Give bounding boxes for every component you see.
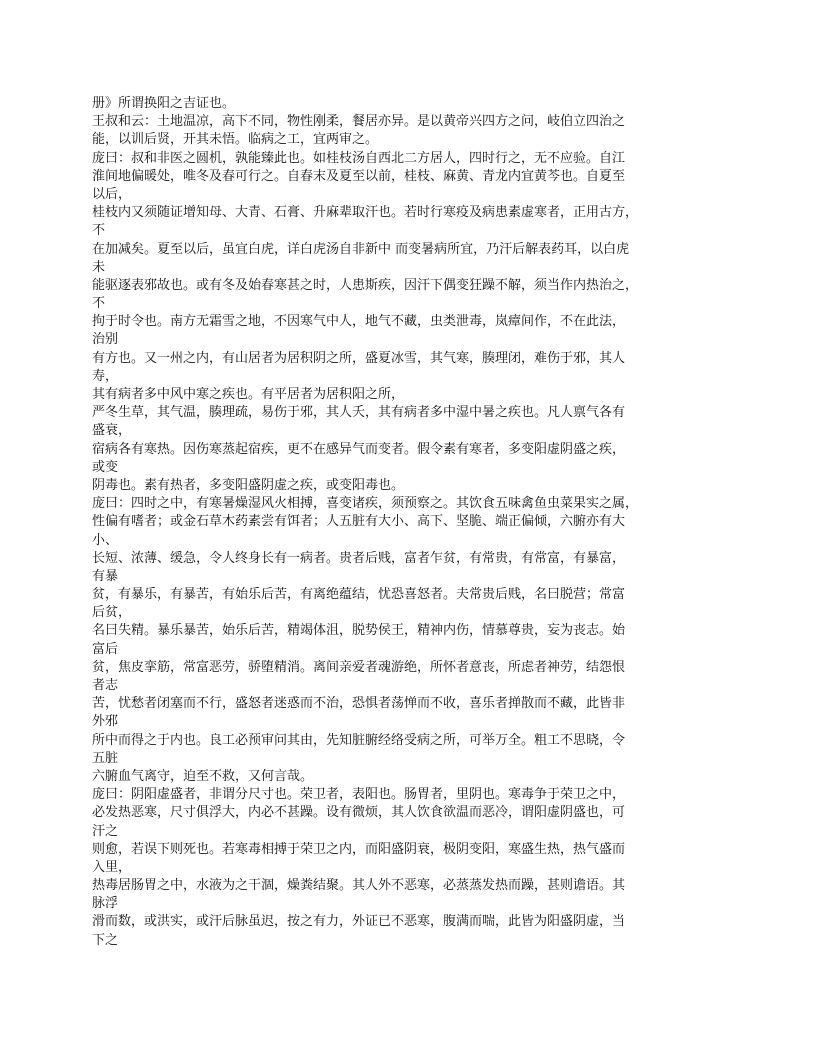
text-line: 后贫，: [92, 605, 132, 621]
text-line: 其有病者多中风中寒之疾也。有平居者为居积阳之所，: [92, 387, 405, 402]
text-line: 桂枝内又须随证增知母、大青、石膏、升麻辈取汗也。若时行寒疫及病患素虚寒者，正用古方，: [92, 205, 639, 221]
text-line: 入里，: [92, 859, 132, 875]
text-line: 在加减矣。夏至以后，虽宜白虎，详白虎汤自非新中 而变暑病所宜，乃汗后解表药耳，以白虎: [92, 241, 630, 257]
text-line: 未: [92, 259, 106, 275]
text-line: 六腑血气离守，迫至不救，又何言哉。: [92, 768, 314, 784]
text-line: 寿，: [92, 368, 119, 384]
text-line: 者志: [92, 678, 119, 693]
text-line: 长短、浓薄、缓急，令人终身长有一病者。贵者后贱，富者乍贫，有常贵，有常富，有暴富，: [92, 550, 626, 566]
text-line: 五脏: [92, 750, 119, 766]
text-line: 庞曰：叔和非医之圆机，孰能臻此也。如桂枝汤自西北二方居人，四时行之，无不应验。自江: [92, 150, 626, 166]
text-line: 治别: [92, 332, 119, 348]
text-line: 或变: [92, 459, 119, 475]
text-line: 小、: [92, 532, 119, 548]
text-line: 下之: [92, 932, 119, 948]
text-line: 册》所谓换阳之吉证也。: [92, 96, 236, 111]
text-line: 淮间地偏暖处，唯冬及春可行之。自春末及夏至以前，桂枝、麻黄、青龙内宜黄芩也。自夏至: [92, 168, 626, 184]
text-line: 汗之: [92, 823, 119, 839]
text-line: 脉浮: [92, 896, 119, 912]
text-line: 所中而得之于内也。良工必预审问其由，先知脏腑经络受病之所，可举万全。粗工不思晓，令: [92, 732, 626, 748]
text-line: 宿病各有寒热。因伤寒蒸起宿疾，更不在感异气而变者。假令素有寒者，多变阳虚阴盛之疾，: [92, 441, 626, 457]
text-line: 名曰失精。暴乐暴苦，始乐后苦，精竭体沮，脱势侯王，精神内伤，情慕尊贵，妄为丧志。始: [92, 623, 626, 639]
text-line: 不: [92, 223, 106, 239]
text-line: 阴毒也。素有热者，多变阳盛阴虚之疾，或变阳毒也。: [92, 477, 405, 493]
text-line: 不: [92, 296, 106, 312]
text-line: 外邪: [92, 714, 119, 730]
text-line: 能，以训后贤，开其未悟。临病之工，宜两审之。: [92, 132, 379, 148]
text-line: 严冬生草，其气温，腠理疏，易伤于邪，其人夭，其有病者多中湿中暑之疾也。凡人禀气各有: [92, 405, 626, 421]
text-line: 滑而数，或洪实，或汗后脉虽迟，按之有力，外证已不恶寒，腹满而喘，此皆为阳盛阴虚，当: [92, 914, 626, 930]
text-line: 有方也。又一州之内，有山居者为居积阴之所，盛夏冰雪，其气寒，腠理闭，难伤于邪，其人: [92, 350, 626, 366]
text-line: 盛衰，: [92, 423, 132, 439]
text-line: 庞曰：四时之中，有寒暑燥湿风火相搏，喜变诸疾，须预察之。其饮食五味禽鱼虫菜果实之属，: [92, 496, 639, 512]
text-line: 苦，忧愁者闭塞而不行，盛怒者迷惑而不治，恐惧者荡惮而不收，喜乐者掸散而不藏，此皆非: [92, 696, 626, 712]
text-line: 拘于时令也。南方无霜雪之地，不因寒气中人，地气不藏，虫类泄毒，岚瘴间作，不在此法，: [92, 314, 626, 330]
text-line: 能驱逐表邪故也。或有冬及始春寒甚之时，人患斯疾，因汗下偶变狂躁不解，须当作内热治之，: [92, 277, 639, 293]
text-line: 则愈，若误下则死也。若寒毒相搏于荣卫之内，而阳盛阴衰，极阴变阳，寒盛生热，热气盛而: [92, 841, 626, 857]
text-line: 性偏有嗜者；或金石草木药素尝有饵者；人五脏有大小、高下、坚脆、端正偏倾，六腑亦有大: [92, 514, 626, 530]
text-line: 贫，有暴乐，有暴苦，有始乐后苦，有离绝蕴结，忧恐喜怒者。夫常贵后贱，名曰脱营；常富: [92, 587, 626, 603]
text-line: 有暴: [92, 568, 119, 584]
text-line: 热毒居肠胃之中，水液为之干涸，燥粪结聚。其人外不恶寒，必蒸蒸发热而躁，甚则谵语。其: [92, 878, 626, 894]
document-page: [92, 95, 732, 950]
text-line: 以后，: [92, 186, 132, 202]
text-line: 庞曰：阴阳虚盛者，非谓分尺寸也。荣卫者，表阳也。肠胃者，里阴也。寒毒争于荣卫之中，: [92, 787, 626, 803]
text-line: 必发热恶寒，尺寸俱浮大，内必不甚躁。设有微烦，其人饮食欲温而恶冷，谓阳虚阴盛也，可: [92, 805, 626, 821]
text-line: 王叔和云：土地温凉，高下不同，物性刚柔，餐居亦异。是以黄帝兴四方之问，岐伯立四治之: [92, 114, 626, 130]
text-line: 富后: [92, 641, 119, 657]
text-line: 贫，焦皮挛筋，常富恶劳，骄堕精消。离间亲爱者魂游绝，所怀者意丧，所虑者神劳，结怨恨: [92, 659, 626, 675]
